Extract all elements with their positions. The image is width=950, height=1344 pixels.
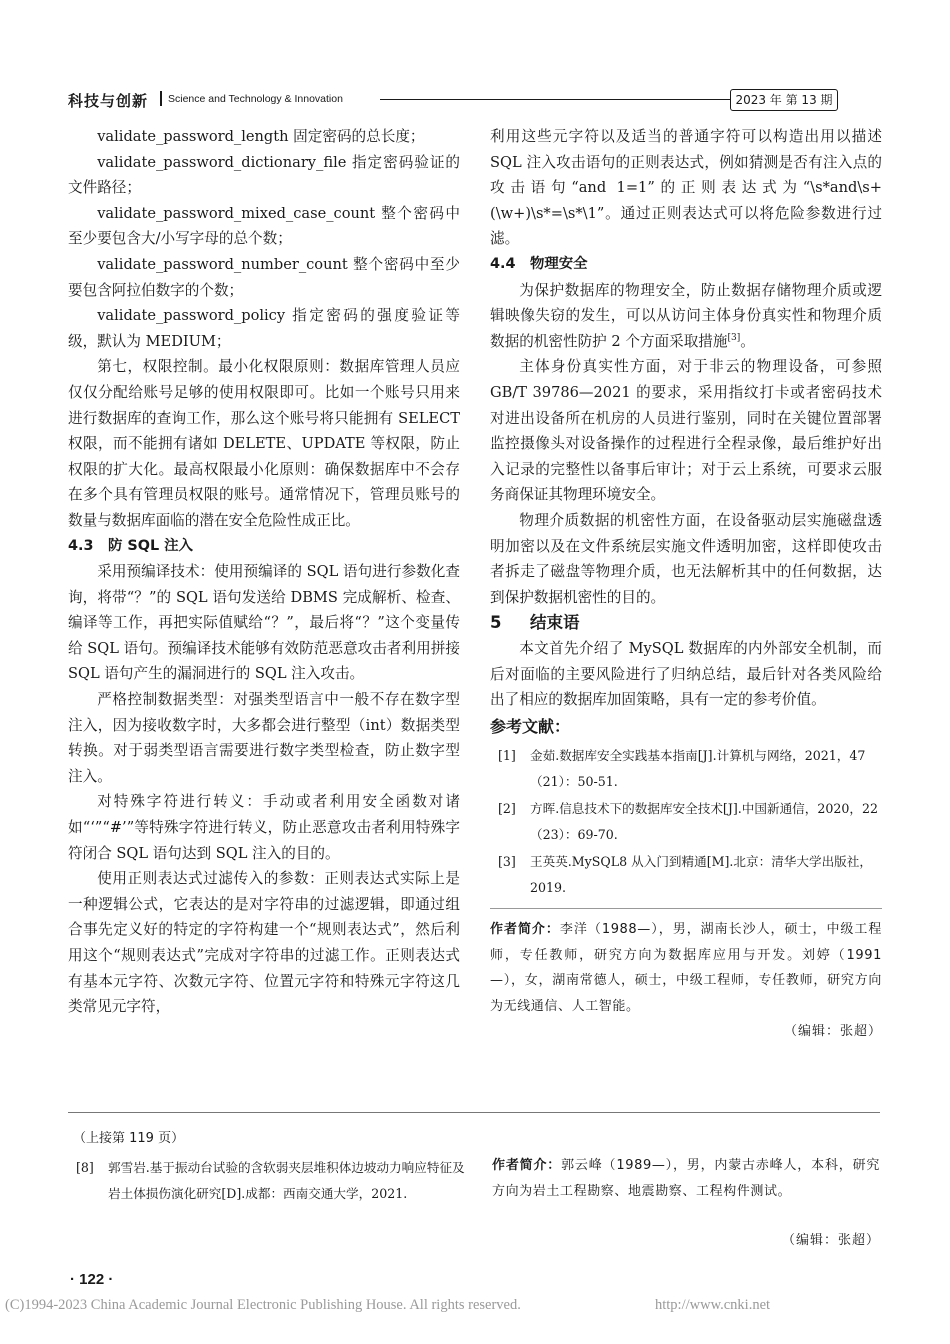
- paragraph: validate_password_policy 指定密码的强度验证等级，默认为 MEDIUM；: [68, 307, 460, 350]
- author-label: 作者简介：: [490, 922, 560, 938]
- reference-text: 金茹.数据库安全实践基本指南[J].计算机与网络，2021，47（21）：50-51.: [530, 748, 866, 789]
- author-bio: [490, 917, 882, 1019]
- section-title: 防 SQL 注入: [108, 537, 193, 554]
- paragraph: 物理介质数据的机密性方面，在设备驱动层实施磁盘透明加密以及在文件系统层实施文件透明加密，这样即使攻击者拆走了磁盘等物理介质，也无法解析其中的任何数据，达到保护数据机密性的目的。: [490, 511, 882, 606]
- continued-label: （上接第 119 页）: [73, 1131, 185, 1146]
- page-header: [68, 89, 880, 111]
- section-title: 结束语: [530, 613, 580, 633]
- journal-name: 科技与创新: [68, 92, 149, 110]
- paragraph: 采用预编译技术：使用预编译的 SQL 语句进行参数化查询，将带“？”的 SQL 语句发送给 DBMS 完成解析、检查、编译等工作，再把实际值赋给“？”，最后将“？”这个变量传给 SQL 语句。预编译技术能够有效防范恶意攻击者利用拼接 SQL 语句产生的漏洞进行的 SQL 注入攻击。: [68, 563, 460, 683]
- issue-label: 2023 年 第 13 期: [730, 89, 838, 111]
- paragraph-end: 。: [740, 332, 755, 350]
- paragraph: validate_password_dictionary_file 指定密码验证的文件路径；: [68, 153, 460, 197]
- section-heading-5: [490, 610, 882, 636]
- reference-text: 方晖.信息技术下的数据库安全技术[J].中国新通信，2020，22（23）：69-70.: [530, 801, 879, 842]
- author-label: 作者简介：: [492, 1158, 562, 1173]
- reference-index: [8]: [76, 1160, 94, 1175]
- bottom-author-bio: [492, 1153, 880, 1204]
- paragraph: validate_password_length 固定密码的总长度；: [97, 128, 425, 145]
- paragraph: 主体身份真实性方面，对于非云的物理设备，可参照 GB/T 39786—2021 的要求，采用指纹打卡或者密码技术对进出设备所在机房的人员进行鉴别，同时在关键位置部署监控摄像头对设备操作的过程进行全程录像，最后维护好出入记录的完整性以备事后审计；对于云上系统，可要求云服务商保证其物理环境安全。: [490, 358, 882, 504]
- paragraph: 本文首先介绍了 MySQL 数据库的内外部安全机制，而后对面临的主要风险进行了归纳总结，最后针对各类风险给出了相应的数据库加固策略，具有一定的参考价值。: [490, 640, 882, 709]
- page-divider: [68, 1112, 880, 1113]
- section-number: 4.3: [68, 537, 94, 554]
- citation-link[interactable]: [3]: [727, 332, 741, 343]
- author-text: 郭云峰（1989—），男，内蒙古赤峰人，本科，研究方向为岩土工程勘察、地震勘察、工程构件测试。: [492, 1158, 880, 1199]
- reference-index: [2]: [498, 801, 516, 817]
- paragraph: [490, 278, 882, 355]
- continued-reference: [68, 1155, 468, 1206]
- paragraph: 利用这些元字符以及适当的普通字符可以构造出用以描述 SQL 注入攻击语句的正则表达式，例如猜测是否有注入点的攻击语句“and 1=1”的正则表达式为“\s*and\s+(\w+)\s*=\s*\1”。通过正则表达式可以将危险参数进行过滤。: [490, 128, 882, 248]
- paragraph: 使用正则表达式过滤传入的参数：正则表达式实际上是一种逻辑公式，它表达的是对字符串的过滤逻辑，即通过组合事先定义好的特定的字符构建一个“规则表达式”，然后利用这个“规则表达式”完成对字符串的过滤工作。正则表达式有基本元字符、次数元字符、位置元字符和特殊元字符这几类常见元字符，: [68, 870, 460, 1016]
- reference-item: [490, 743, 882, 794]
- section-heading-4-3: [68, 534, 460, 560]
- right-column: [490, 124, 882, 1044]
- editor-note: （编辑：张超）: [783, 1024, 882, 1040]
- author-text: 李洋（1988—），男，湖南长沙人，硕士，中级工程师，专任教师，研究方向为数据库应用与开发。刘婷（1991—），女，湖南常德人，硕士，中级工程师，专任教师，研究方向为无线通信、人工智能。: [490, 922, 882, 1014]
- copyright-text: (C)1994-2023 China Academic Journal Electronic Publishing House. All rights reserved.: [5, 1297, 521, 1313]
- reference-text: 郭雪岩.基于振动台试验的含软弱夹层堆积体边坡动力响应特征及岩土体损伤演化研究[D].成都：西南交通大学，2021.: [108, 1160, 465, 1201]
- reference-index: [1]: [498, 748, 516, 764]
- section-title: 物理安全: [530, 255, 588, 272]
- cnki-link[interactable]: http://www.cnki.net: [655, 1297, 771, 1313]
- paragraph-text: 为保护数据库的物理安全，防止数据存储物理介质或逻辑映像失窃的发生，可以从访问主体身份真实性和物理介质数据的机密性防护 2 个方面采取措施: [490, 281, 882, 350]
- reference-text: 王英英.MySQL8 从入门到精通[M].北京：清华大学出版社，2019.: [530, 854, 872, 895]
- section-heading-4-4: [490, 252, 882, 278]
- left-column: [68, 124, 460, 1020]
- journal-name-english: Science and Technology & Innovation: [168, 93, 343, 105]
- paragraph: validate_password_number_count 整个密码中至少要包含阿拉伯数字的个数；: [68, 255, 460, 299]
- reference-item: [490, 796, 882, 847]
- reference-index: [3]: [498, 854, 516, 870]
- header-separator: [160, 91, 162, 106]
- references-title: 参考文献：: [490, 717, 571, 737]
- page-number: · 122 ·: [70, 1271, 114, 1288]
- reference-item: [490, 849, 882, 900]
- section-number: 4.4: [490, 255, 516, 272]
- author-divider: [490, 908, 882, 909]
- paragraph: validate_password_mixed_case_count 整个密码中至少要包含大/小写字母的总个数；: [68, 204, 460, 248]
- paragraph: 对特殊字符进行转义：手动或者利用安全函数对诸如“‘”“#’”等特殊字符进行转义，防止恶意攻击者利用特殊字符闭合 SQL 语句达到 SQL 注入的目的。: [68, 793, 460, 862]
- section-number: 5: [490, 613, 502, 633]
- paragraph: 严格控制数据类型：对强类型语言中一般不存在数字型注入，因为接收数字时，大多都会进行整型（int）数据类型转换。对于弱类型语言需要进行数字类型检查，防止数字型注入。: [68, 691, 460, 785]
- paragraph: 第七，权限控制。最小化权限原则：数据库管理人员应仅仅分配给账号足够的使用权限即可。比如一个账号只用来进行数据库的查询工作，那么这个账号将只能拥有 SELECT 权限，而不能拥有诸如 DELETE、UPDATE 等权限，防止权限的扩大化。最高权限最小化原则：确保数据库中不会存在多个具有管理员权限的账号。通常情况下，管理员账号的数量与数据库面临的潜在安全危险性成正比。: [68, 358, 460, 529]
- header-rule: [380, 99, 730, 100]
- bottom-editor-note: （编辑：张超）: [781, 1233, 880, 1248]
